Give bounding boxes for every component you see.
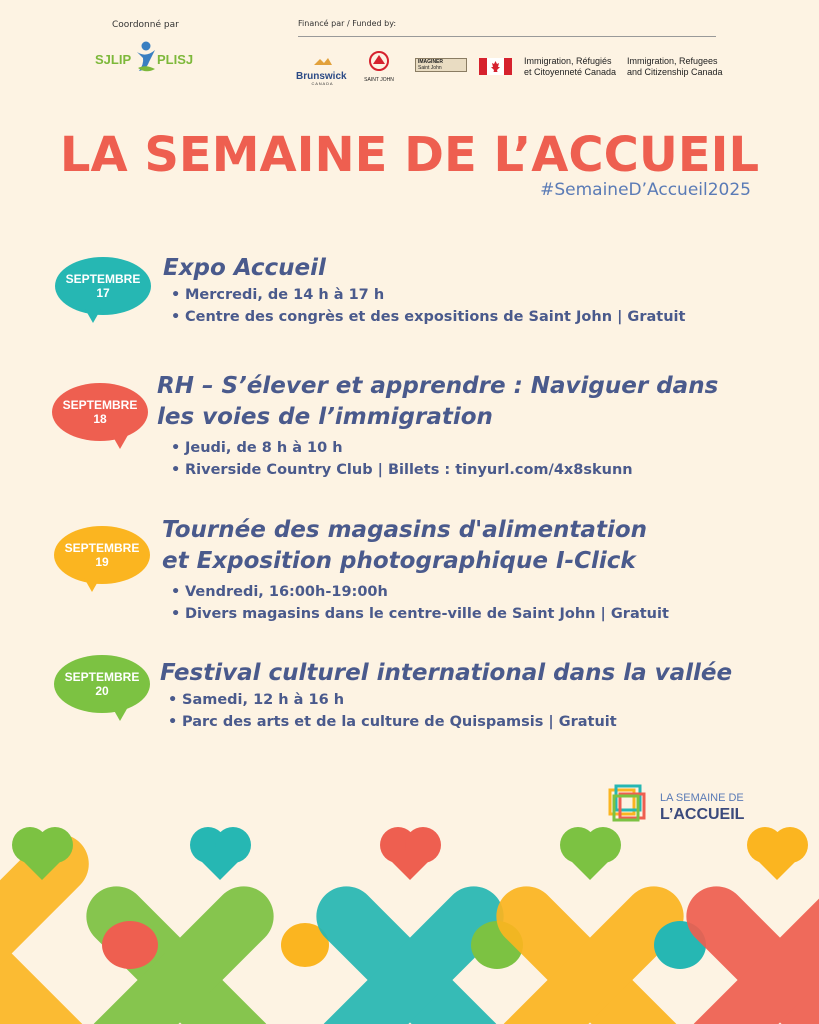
saint-john-emblem-icon	[362, 50, 396, 72]
date-bubble-sept-19	[54, 526, 150, 584]
divider	[298, 36, 716, 37]
bubble-red	[102, 921, 158, 969]
page-title: LA SEMAINE DE L’ACCUEIL	[59, 127, 760, 183]
imaginer-saint-john-logo: IMAGINER Saint John	[415, 58, 467, 72]
event-detail[interactable]: • Riverside Country Club | Billets : tinyurl.com/4x8skunn	[171, 459, 718, 481]
event-details	[168, 689, 732, 733]
bubble-tail	[84, 578, 100, 592]
event-details	[171, 284, 685, 328]
bubble-tail	[112, 707, 128, 721]
event-detail: • Mercredi, de 14 h à 17 h	[171, 284, 685, 306]
bubble-tail	[85, 309, 101, 323]
ircc-english-name: Immigration, Refugees and Citizenship Canada	[627, 56, 723, 77]
date-month: SEPTEMBRE	[62, 398, 138, 412]
event-detail: • Samedi, 12 h à 16 h	[168, 689, 732, 711]
event-detail: • Divers magasins dans le centre-ville de Saint John | Gratuit	[171, 603, 669, 625]
overlapping-squares-icon	[606, 784, 652, 824]
event-rh-sélever	[157, 371, 718, 481]
event-details	[171, 437, 718, 481]
heart-green-2	[560, 827, 621, 880]
event-title-line: Tournée des magasins d'alimentation	[162, 517, 647, 543]
date-day: 17	[96, 286, 110, 300]
date-month: SEPTEMBRE	[64, 670, 140, 684]
event-title: Festival culturel international dans la vallée	[160, 660, 733, 686]
canada-flag-icon	[479, 58, 512, 75]
date-day: 18	[93, 412, 107, 426]
event-title-line: et Exposition photographique I-Click	[162, 548, 636, 574]
event-title-line: les voies de l’immigration	[157, 404, 493, 430]
date-bubble-sept-20	[54, 655, 150, 713]
heart-red-1	[380, 827, 441, 880]
event-tournee-magasins	[162, 515, 669, 625]
semaine-accueil-logo: LA SEMAINE DE L’ACCUEIL	[606, 784, 766, 828]
saint-john-logo: SAINT JOHN	[362, 50, 396, 82]
sjlip-logo: SJLIP PLISJ	[95, 40, 205, 76]
event-detail: • Parc des arts et de la culture de Quispamsis | Gratuit	[168, 711, 732, 733]
event-detail: • Centre des congrès et des expositions de Saint John | Gratuit	[171, 306, 685, 328]
heart-teal-1	[190, 827, 251, 880]
event-details	[171, 581, 669, 625]
nb-mark-icon	[296, 57, 348, 67]
person-icon	[135, 40, 157, 74]
ircc-french-name: Immigration, Réfugiés et Citoyenneté Canada	[524, 56, 617, 77]
date-bubble-sept-18	[52, 383, 148, 441]
date-day: 20	[95, 684, 109, 698]
event-festival-culturel	[160, 658, 732, 733]
date-month: SEPTEMBRE	[64, 541, 140, 555]
decorative-pattern	[0, 820, 819, 1024]
event-detail: • Jeudi, de 8 h à 10 h	[171, 437, 718, 459]
date-month: SEPTEMBRE	[65, 272, 141, 286]
date-day: 19	[95, 555, 109, 569]
new-brunswick-logo: Brunswick C A N A D A	[296, 54, 348, 78]
coordinated-by-label: Coordonné par	[112, 20, 179, 30]
funded-by-label: Financé par / Funded by:	[298, 19, 397, 28]
date-bubble-sept-17	[55, 257, 151, 315]
bubble-tail	[112, 435, 128, 449]
event-expo-accueil	[163, 253, 685, 328]
hashtag: #SemaineD’Accueil2025	[540, 180, 751, 200]
heart-yellow-1	[747, 827, 808, 880]
event-detail: • Vendredi, 16:00h-19:00h	[171, 581, 669, 603]
event-title-line: RH – S’élever et apprendre : Naviguer dans	[157, 373, 719, 399]
event-title: Expo Accueil	[163, 255, 326, 281]
